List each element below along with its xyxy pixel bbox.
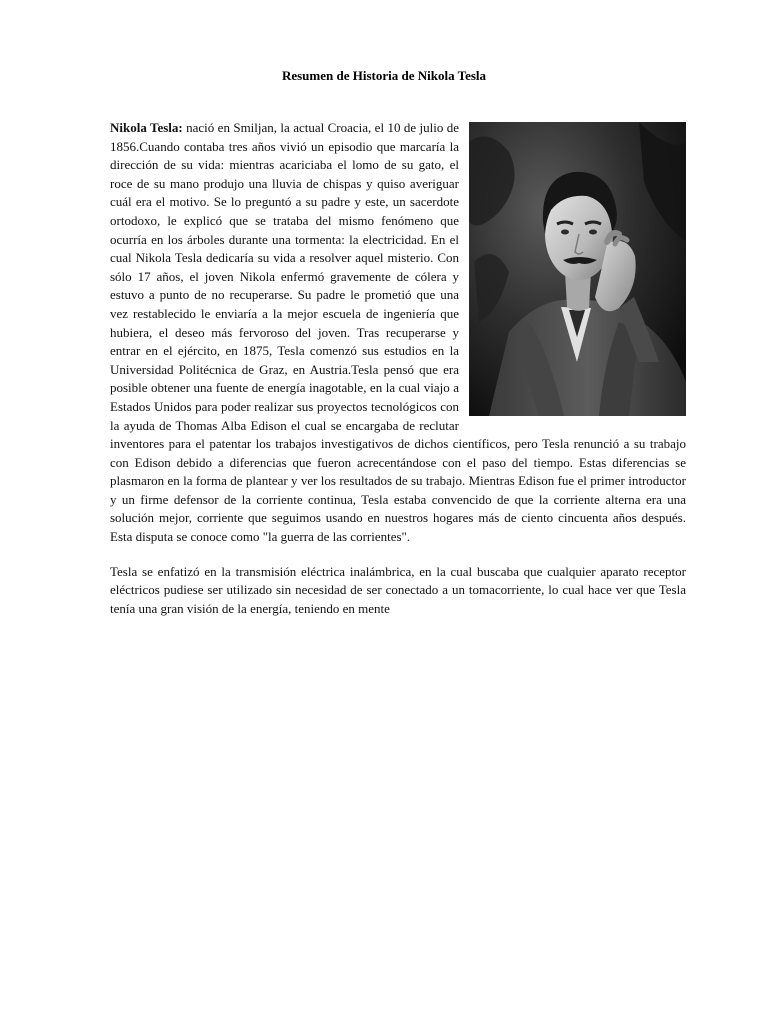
- document-title: Resumen de Historia de Nikola Tesla: [281, 68, 487, 83]
- paragraph-1: [110, 119, 686, 547]
- paragraph-2: [110, 563, 686, 619]
- paragraph-lead: Nikola Tesla:: [110, 120, 183, 135]
- paragraph-text: Tesla se enfatizó en la transmisión eléctrica inalámbrica, en la cual buscaba que cualquier aparato receptor eléctricos pudiese ser utilizado sin necesidad de ser conectado a un tomacorriente, lo cual hace ver que Tesla tenía una gran visión de la energía, teniendo en mente: [110, 563, 686, 616]
- paragraph-text: nació en Smiljan, la actual Croacia, el 10 de julio de 1856.Cuando contaba tres años vivió un episodio que marcaría la dirección de su vida: mientras acariciaba el lomo de su gato, el roce de su mano produjo una lluvia de chispas y quiso averiguar cuál era el motivo. Se lo preguntó a su padre y este, un sacerdote ortodoxo, le explicó que se trataba del mismo fenómeno que ocurría en los árboles durante una tormenta: la electricidad. En el cual Nikola Tesla dedicaría su vida a resolver aquel misterio. Con sólo 17 años, el joven Nikola enfermó gravemente de cólera y estuvo a punto de no recuperarse. Su padre le prometió que una vez restablecido le enviaría a la mejor escuela de ingeniería que hubiera, el deseo más fervoroso del joven. Tras recuperarse y entrar en el ejército, en 1875, Tesla comenzó sus estudios en la Universidad Politécnica de Graz, en Austria.Tesla pensó que era posible obtener una fuente de energía inagotable, en la cual viajo a Estados Unidos para poder realizar sus proyectos tecnológicos con la ayuda de Thomas Alba Edison el cual se encargaba de reclutar inventores para el patentar los trabajos investigativos de dichos científicos, pero Tesla renunció a su trabajo con Edison debido a diferencias que fueron acrecentándose con el paso del tiempo. Estas diferencias se plasmaron en la forma de plantear y ver los resultados de su trabajo. Mientras Edison fue el primer introductor y un firme defensor de la corriente continua, Tesla estaba convencido de que la corriente alterna era una solución mejor, corriente que seguimos usando en nuestros hogares más de ciento cincuenta años después. Esta disputa se conoce como "la guerra de las corrientes".: [110, 120, 686, 545]
- tesla-portrait-photo: [469, 122, 686, 416]
- document-body: [110, 119, 686, 618]
